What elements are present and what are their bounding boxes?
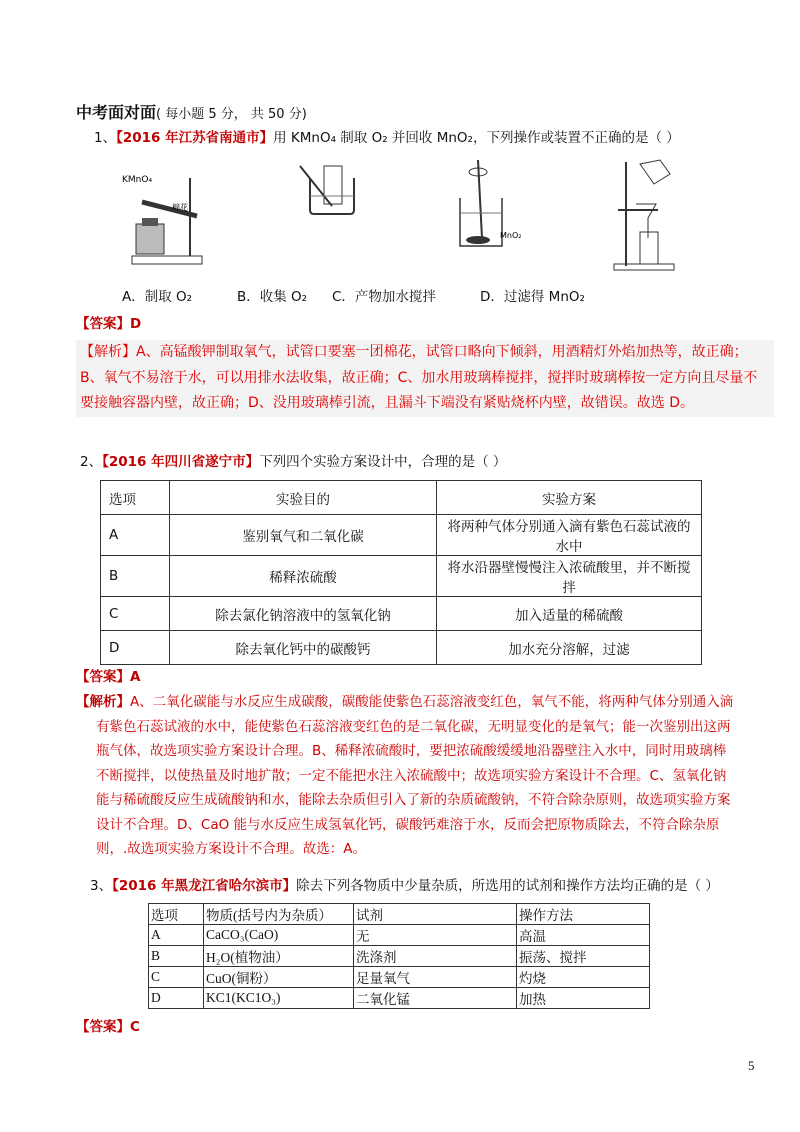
q1-option-b: B．收集 O₂ xyxy=(237,289,308,305)
table-cell: B xyxy=(149,946,204,967)
q1-answer-value: D xyxy=(130,316,142,332)
table-cell: 洗涤剂 xyxy=(354,946,517,967)
table-row xyxy=(149,967,650,988)
table-cell: C xyxy=(101,597,170,631)
q3-source: 【2016 年黑龙江省哈尔滨市】 xyxy=(112,878,297,894)
figure-c-stirring xyxy=(452,158,522,253)
q3-answer-value: C xyxy=(130,1019,140,1035)
q2-explanation-first: A、二氧化碳能与水反应生成碳酸，碳酸能使紫色石蕊溶液变红色，氧气不能，将两种气体分别通入滴 xyxy=(130,694,734,710)
table-cell: CuO(铜粉） xyxy=(204,967,354,988)
fig-label-cotton: 棉花 xyxy=(172,203,188,212)
q1-number: 1、 xyxy=(94,130,117,146)
table-cell: 灼烧 xyxy=(517,967,650,988)
table-cell: A xyxy=(101,515,170,556)
table-cell: 加水充分溶解，过滤 xyxy=(437,631,702,665)
q3-table xyxy=(148,903,650,1009)
q1-option-d: D．过滤得 MnO₂ xyxy=(480,289,585,305)
q2-answer-tag: 【答案】 xyxy=(76,669,130,685)
q1-explanation: 【解析】A、高锰酸钾制取氧气，试管口要塞一团棉花，试管口略向下倾斜，用酒精灯外焰加热等，故正确；B、氧气不易溶于水，可以用排水法收集，故正确；C、加水用玻璃棒搅拌，搅拌时玻璃棒按一定方向且尽量不要接触容器内壁，故正确；D、没用玻璃棒引流，且漏斗下端没有紧贴烧杯内壁，故错误。故选 D。 xyxy=(76,340,774,417)
table-header: 物质(括号内为杂质） xyxy=(204,904,354,925)
table-cell: 加热 xyxy=(517,988,650,1009)
figure-b-gas-collection xyxy=(298,158,363,218)
table-row xyxy=(149,988,650,1009)
table-cell: 振荡、搅拌 xyxy=(517,946,650,967)
question-1 xyxy=(94,128,680,148)
q2-explanation-tag: 【解析】 xyxy=(76,694,130,710)
table-row xyxy=(149,925,650,946)
table-row xyxy=(101,597,702,631)
table-cell: CaCO₃(CaO) xyxy=(204,925,354,946)
table-row xyxy=(101,556,702,597)
q1-answer xyxy=(76,312,141,332)
table-cell: 鉴别氧气和二氧化碳 xyxy=(170,515,437,556)
q3-stem: 除去下列各物质中少量杂质，所选用的试剂和操作方法均正确的是（ ） xyxy=(296,878,719,894)
table-header: 选项 xyxy=(149,904,204,925)
q1-answer-tag: 【答案】 xyxy=(76,316,130,332)
q2-table xyxy=(100,480,702,665)
table-header: 试剂 xyxy=(354,904,517,925)
table-cell: 稀释浓硫酸 xyxy=(170,556,437,597)
table-row xyxy=(101,631,702,665)
question-3 xyxy=(90,876,719,896)
question-2 xyxy=(80,452,506,472)
table-cell: B xyxy=(101,556,170,597)
table-cell: 足量氧气 xyxy=(354,967,517,988)
table-cell: A xyxy=(149,925,204,946)
table-cell: D xyxy=(149,988,204,1009)
page-number: 5 xyxy=(748,1058,755,1073)
fig-label-mno2: MnO₂ xyxy=(500,231,522,240)
q3-number: 3、 xyxy=(90,878,113,894)
table-header: 实验目的 xyxy=(170,481,437,515)
q1-source: 【2016 年江苏省南通市】 xyxy=(116,130,274,146)
q2-stem: 下列四个实验方案设计中，合理的是（ ） xyxy=(259,454,507,470)
table-cell: 加入适量的稀硫酸 xyxy=(437,597,702,631)
q1-option-c: C．产物加水搅拌 xyxy=(332,289,436,305)
table-row xyxy=(101,515,702,556)
section-heading: 中考面对面 xyxy=(76,103,157,122)
table-header: 实验方案 xyxy=(437,481,702,515)
q2-answer xyxy=(76,665,140,685)
table-cell: 高温 xyxy=(517,925,650,946)
fig-label-kmno4: KMnO₄ xyxy=(122,175,153,185)
q2-number: 2、 xyxy=(80,454,103,470)
table-row xyxy=(149,946,650,967)
table-cell: C xyxy=(149,967,204,988)
section-subtitle: ( 每小题 5 分， 共 50 分) xyxy=(156,107,307,122)
table-header-row xyxy=(101,481,702,515)
table-header-row xyxy=(149,904,650,925)
table-header: 操作方法 xyxy=(517,904,650,925)
section-title xyxy=(76,100,307,123)
q2-answer-value: A xyxy=(130,669,141,685)
table-cell: D xyxy=(101,631,170,665)
q2-explanation-body: 有紫色石蕊试液的水中，能使紫色石蕊溶液变红色的是二氧化碳，无明显变化的是氧气；能一次鉴别出这两瓶气体，故选项实验方案设计合理。B、稀释浓硫酸时，要把浓硫酸缓缓地沿器壁注入水中，同时用玻璃棒不断搅拌，以使热量及时地扩散；一定不能把水注入浓硫酸中；故选项实验方案设计不合理。C、氢氧化钠能与稀硫酸反应生成硫酸钠和水，能除去杂质但引入了新的杂质硫酸钠，不符合除杂原则，故选项实验方案设计不合理。D、CaO 能与水反应生成氢氧化钙，碳酸钙难溶于水，反而会把原物质除去，不符合除杂原则，.故选项实验方案设计不合理。故选：A。 xyxy=(96,718,731,857)
table-cell: 除去氯化钠溶液中的氢氧化钠 xyxy=(170,597,437,631)
q1-option-a: A．制取 O₂ xyxy=(122,289,193,305)
table-cell: 二氧化锰 xyxy=(354,988,517,1009)
table-cell: 无 xyxy=(354,925,517,946)
q3-answer-tag: 【答案】 xyxy=(76,1019,130,1035)
q1-stem: 用 KMnO₄ 制取 O₂ 并回收 MnO₂，下列操作或装置不正确的是（ ） xyxy=(273,130,680,146)
table-header: 选项 xyxy=(101,481,170,515)
q3-answer xyxy=(76,1015,140,1035)
figure-d-filtration xyxy=(610,156,685,274)
figure-a-heating-apparatus xyxy=(112,158,207,268)
table-cell: 除去氧化钙中的碳酸钙 xyxy=(170,631,437,665)
table-cell: 将两种气体分别通入滴有紫色石蕊试液的水中 xyxy=(437,515,702,556)
table-cell: 将水沿器壁慢慢注入浓硫酸里，并不断搅拌 xyxy=(437,556,702,597)
q2-source: 【2016 年四川省遂宁市】 xyxy=(102,454,260,470)
table-cell: KC1(KC1O₃) xyxy=(204,988,354,1009)
q2-explanation xyxy=(76,690,736,862)
table-cell: H₂O(植物油） xyxy=(204,946,354,967)
